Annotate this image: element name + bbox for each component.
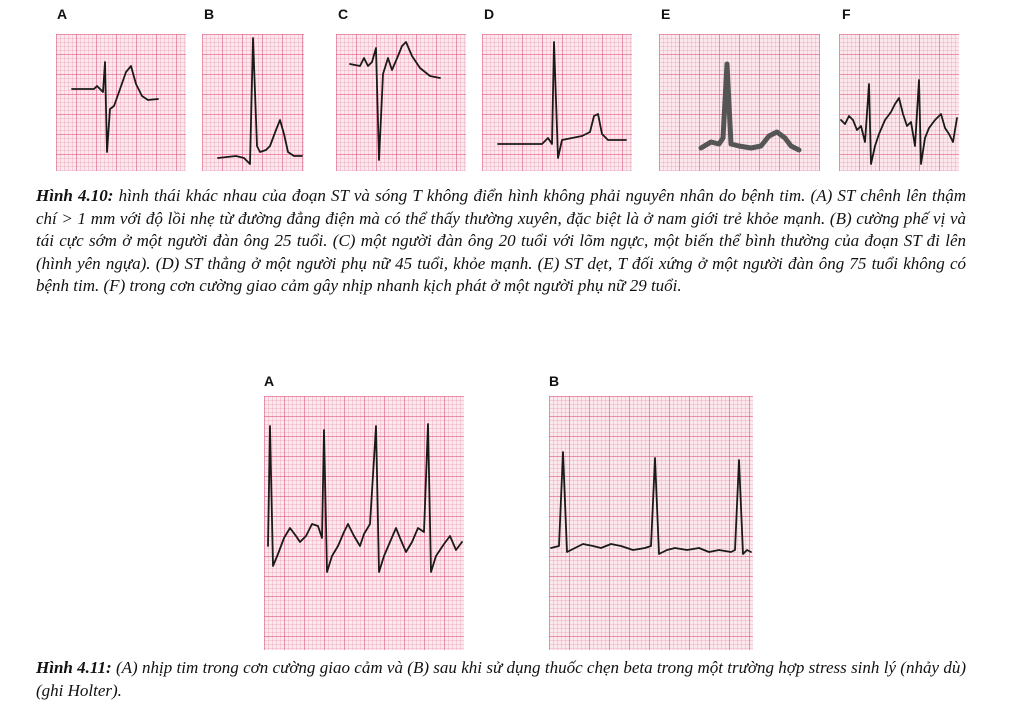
fig410-ecg-strip-d — [482, 34, 632, 171]
fig410-ecg-strip-f — [839, 34, 959, 171]
ecg-trace-c — [350, 42, 440, 160]
fig410-label-f: F — [842, 6, 851, 22]
fig411-caption — [36, 657, 966, 702]
ecg-trace-e — [701, 64, 799, 150]
ecg-trace-f — [841, 80, 957, 164]
ecg-trace-411a — [268, 424, 462, 572]
fig410-caption — [36, 185, 966, 298]
fig410-label-a: A — [57, 6, 68, 22]
fig411-ecg-strip-b — [549, 396, 753, 650]
fig410-label-b: B — [204, 6, 215, 22]
fig411-caption-text: (A) nhịp tim trong cơn cường giao cảm và (B) sau khi sử dụng thuốc chẹn beta trong một trường hợp stress sinh lý (nhảy dù) (ghi Holter). — [36, 658, 966, 700]
fig410-ecg-strip-c — [336, 34, 466, 171]
fig411-ecg-strip-a — [264, 396, 464, 650]
fig411-caption-label: Hình 4.11: — [36, 658, 112, 677]
ecg-trace-b — [218, 38, 302, 164]
fig410-label-d: D — [484, 6, 495, 22]
fig410-ecg-strip-b — [202, 34, 304, 171]
fig411-label-b: B — [549, 373, 560, 389]
fig410-ecg-strip-e — [659, 34, 820, 171]
fig410-label-c: C — [338, 6, 349, 22]
fig410-label-e: E — [661, 6, 671, 22]
ecg-trace-a — [72, 62, 158, 152]
ecg-trace-411b — [551, 452, 751, 554]
fig410-caption-label: Hình 4.10: — [36, 186, 114, 205]
ecg-trace-d — [498, 42, 626, 158]
fig411-label-a: A — [264, 373, 275, 389]
fig410-caption-text: hình thái khác nhau của đoạn ST và sóng T không điển hình không phải nguyên nhân do bệnh tim. (A) ST chênh lên thậm chí > 1 mm với độ lồi nhẹ từ đường đẳng điện mà có thể thấy thường xuyên, đặc biệt là ở nam giới trẻ khỏe mạnh. (B) cường phế vị và tái cực sớm ở một người đàn ông 25 tuổi. (C) một người đàn ông 20 tuổi với lõm ngực, một biến thể bình thường của đoạn ST đi lên (hình yên ngựa). (D) ST thẳng ở một người phụ nữ 45 tuổi, khỏe mạnh. (E) ST dẹt, T đối xứng ở một người đàn ông 75 tuổi không có bệnh tim. (F) trong cơn cường giao cảm gây nhịp nhanh kịch phát ở một người phụ nữ 29 tuổi. — [36, 186, 966, 295]
fig410-ecg-strip-a — [56, 34, 186, 171]
